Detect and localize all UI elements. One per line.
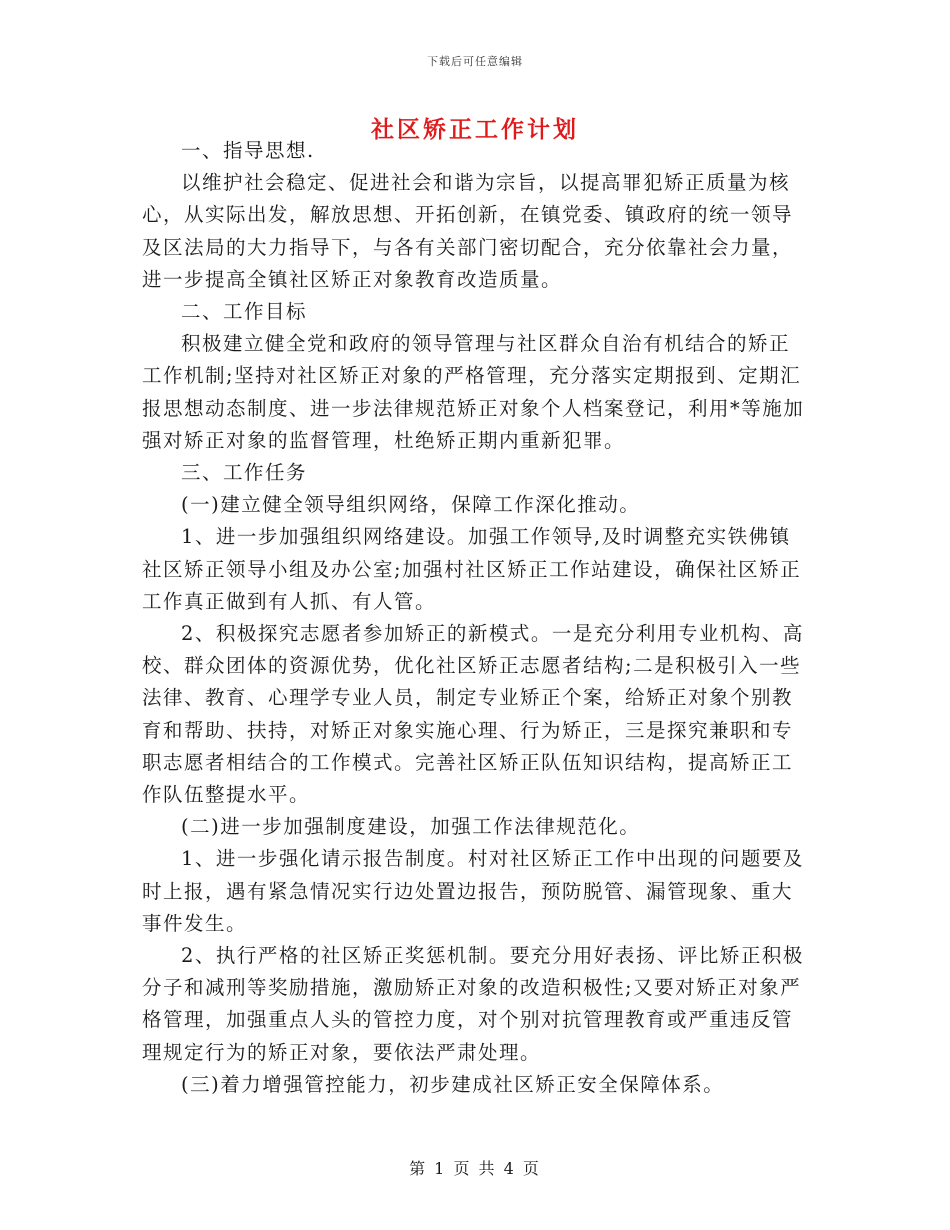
page-footer: 第 1 页 共 4 页 [409,1159,541,1178]
paragraph: 1、进一步强化请示报告制度。村对社区矫正工作中出现的问题要及时上报，遇有紧急情况实行边处置边报告，预防脱管、漏管现象、重大事件发生。 [142,847,804,935]
paragraph: 三、工作任务 [181,461,308,485]
document-title: 社区矫正工作计划 [371,116,579,143]
paragraph: 二、工作目标 [181,300,308,324]
paragraph: 2、积极探究志愿者参加矫正的新模式。一是充分利用专业机构、高校、群众团体的资源优势，优化社区矫正志愿者结构;二是积极引入一些法律、教育、心理学专业人员，制定专业矫正个案，给矫正对象个别教育和帮助、扶持，对矫正对象实施心理、行为矫正，三是探究兼职和专职志愿者相结合的工作模式。完善社区矫正队伍知识结构，提高矫正工作队伍整提水平。 [142,622,804,807]
paragraph: (三)着力增强管控能力，初步建成社区矫正安全保障体系。 [181,1072,725,1096]
paragraph: 一、指导思想. [181,139,315,162]
paragraph: 2、执行严格的社区矫正奖惩机制。要充分用好表扬、评比矫正积极分子和减刑等奖励措施，激励矫正对象的改造积极性;又要对矫正对象严格管理，加强重点人头的管控力度，对个别对抗管理教育或严重违反管理规定行为的矫正对象，要依法严肃处理。 [142,944,804,1064]
header-note: 下载后可任意编辑 [427,55,523,68]
paragraph: 积极建立健全党和政府的领导管理与社区群众自治有机结合的矫正工作机制;坚持对社区矫正对象的严格管理，充分落实定期报到、定期汇报思想动态制度、进一步法律规范矫正对象个人档案登记，利用*等施加强对矫正对象的监督管理，杜绝矫正期内重新犯罪。 [142,332,805,452]
paragraph: 以维护社会稳定、促进社会和谐为宗旨，以提高罪犯矫正质量为核心，从实际出发，解放思想、开拓创新，在镇党委、镇政府的统一领导及区法局的大力指导下，与各有关部门密切配合，充分依靠社会力量，进一步提高全镇社区矫正对象教育改造质量。 [142,171,794,291]
paragraph: 1、进一步加强组织网络建设。加强工作领导,及时调整充实铁佛镇社区矫正领导小组及办公室;加强村社区矫正工作站建设，确保社区矫正工作真正做到有人抓、有人管。 [142,525,802,613]
document-body [142,135,810,1101]
paragraph: (一)建立健全领导组织网络，保障工作深化推动。 [181,493,641,517]
paragraph: (二)进一步加强制度建设，加强工作法律规范化。 [181,815,641,839]
